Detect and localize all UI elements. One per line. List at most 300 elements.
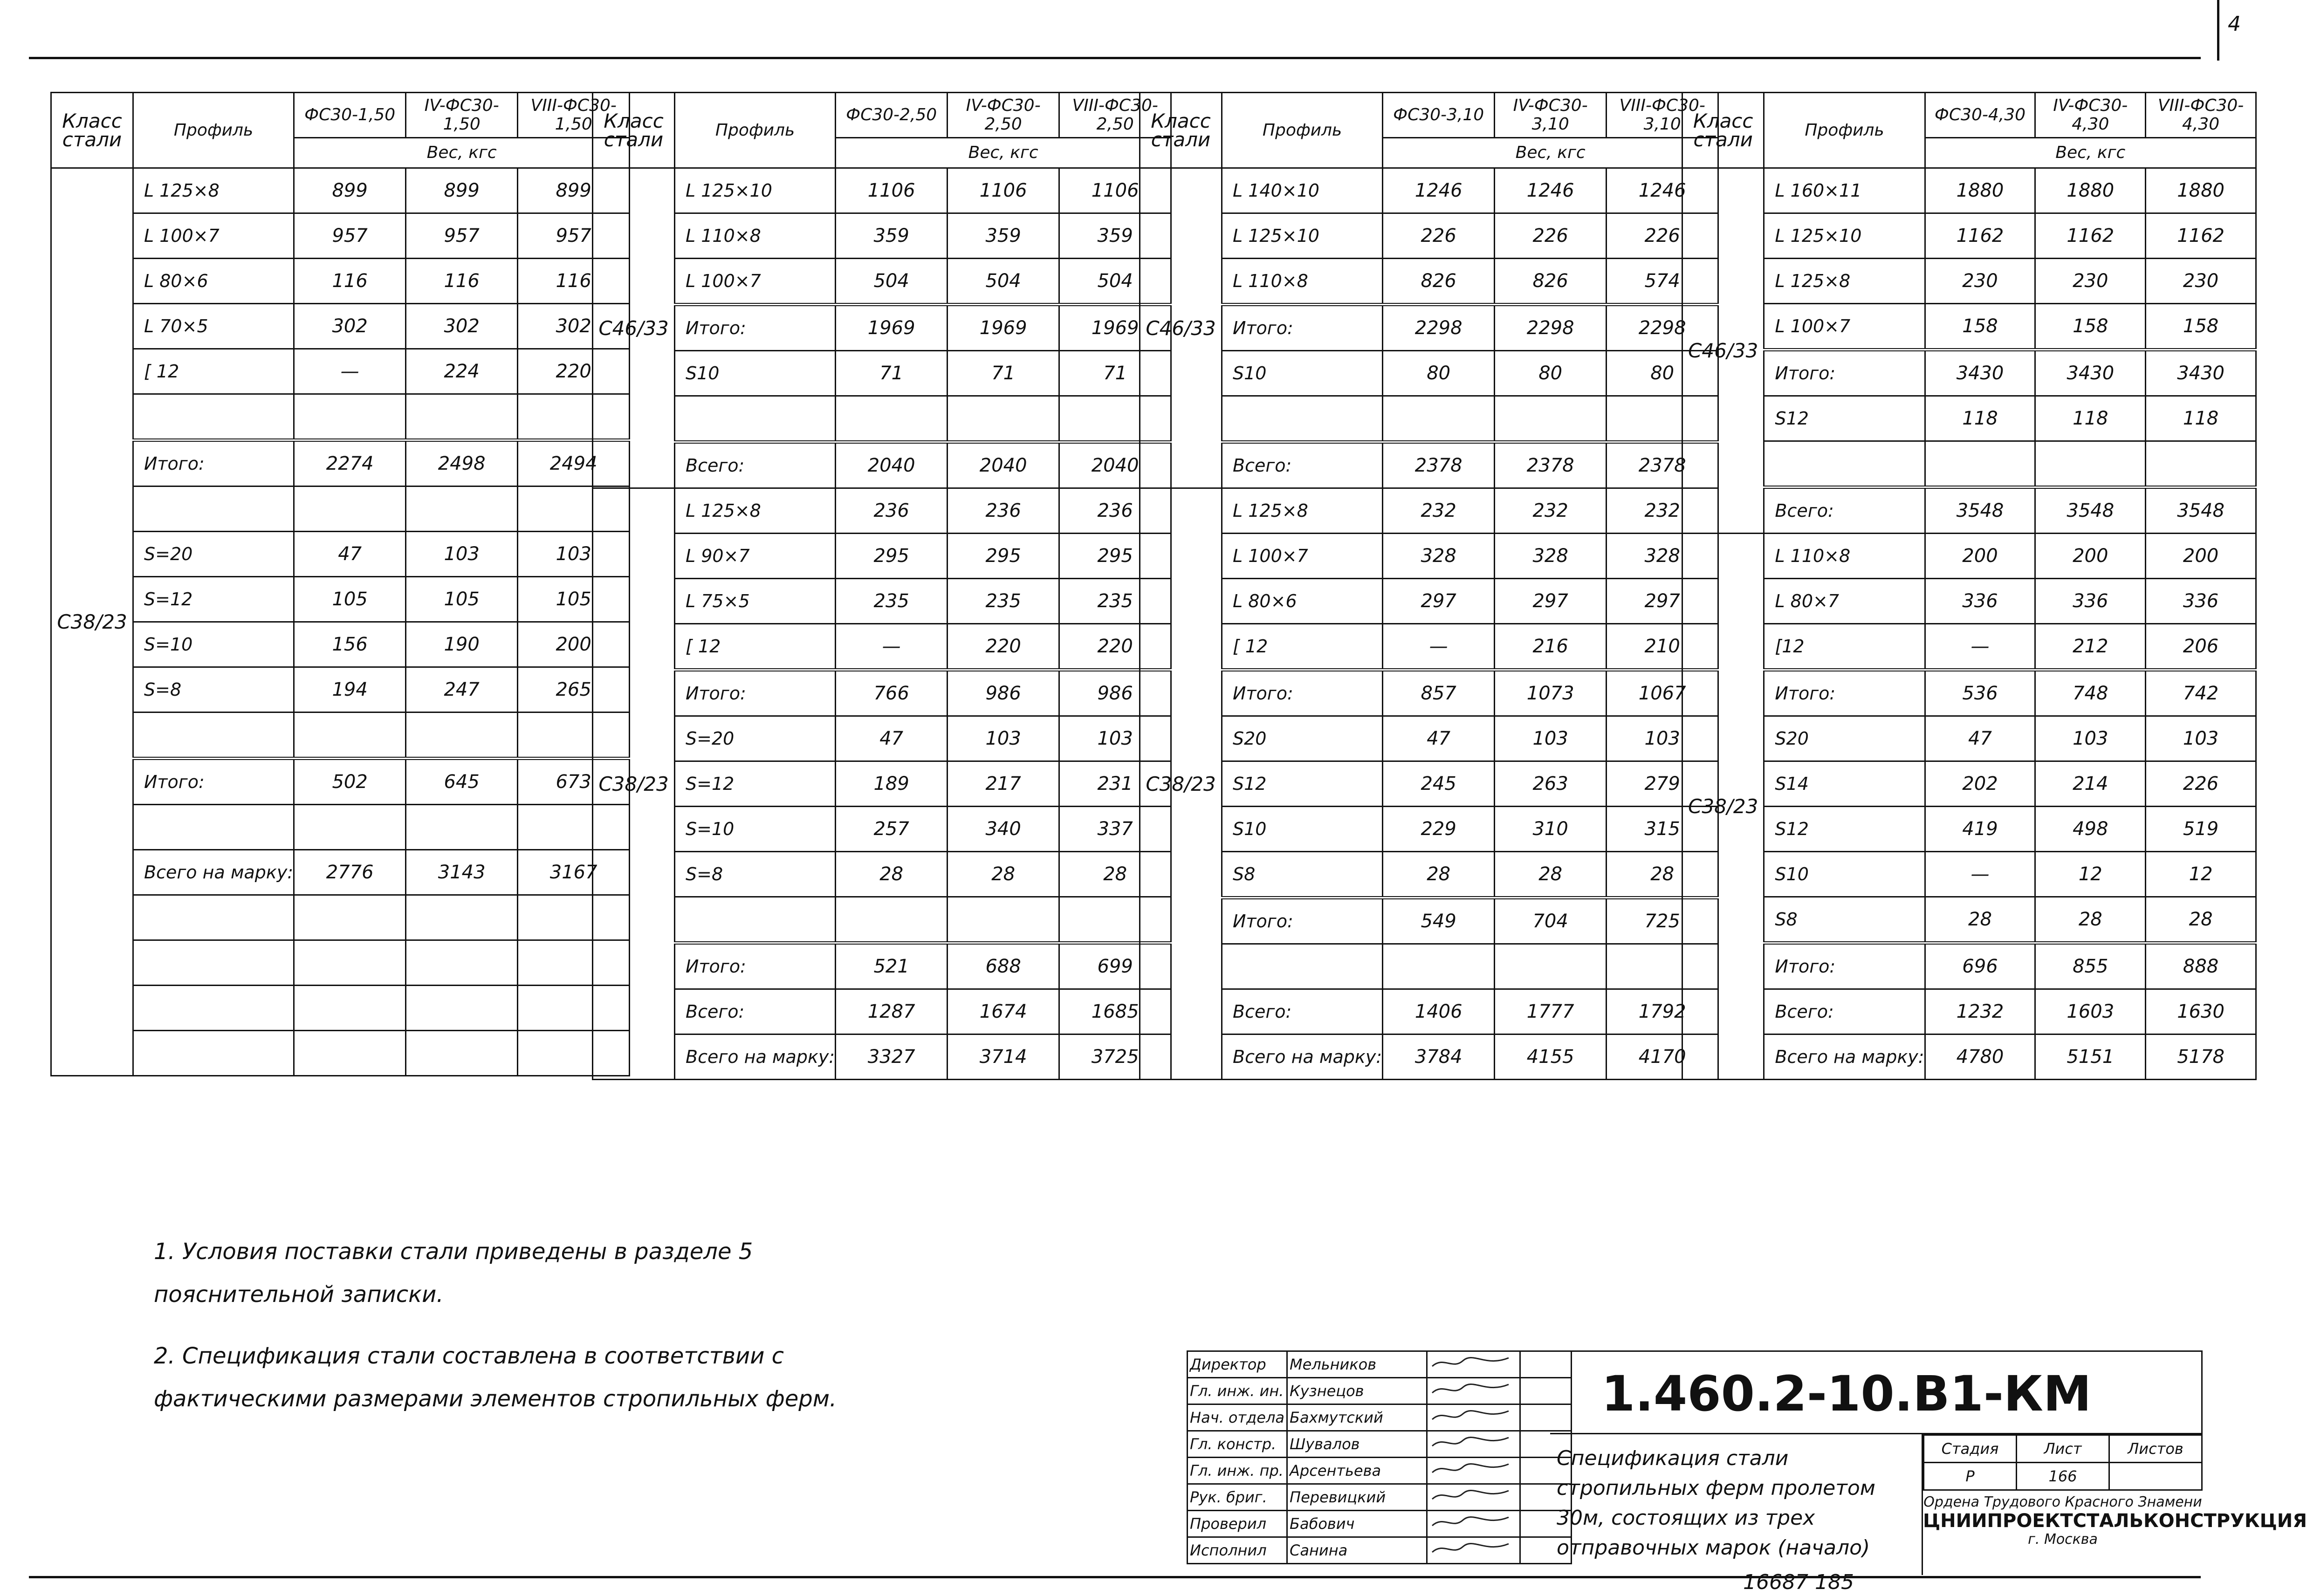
header-weight: Вес, кгс — [1925, 138, 2256, 168]
header-mark: VIII-ФС30-1,50 — [518, 93, 630, 138]
profile-cell: L 80×6 — [133, 259, 294, 304]
profile-cell: Итого: — [1222, 670, 1383, 716]
header-mark: IV-ФС30-1,50 — [406, 93, 518, 138]
sheet-value: 166 — [2017, 1463, 2109, 1490]
drawing-title: Спецификация стали стропильных ферм пролетом 30м, состоящих из трех отправочных марок (начало) — [1550, 1434, 1923, 1575]
weight-cell: 236 — [948, 488, 1059, 534]
stage-table — [1923, 1434, 2203, 1491]
weight-cell: 116 — [518, 259, 630, 304]
table-row — [51, 440, 630, 486]
weight-cell — [406, 1031, 518, 1076]
staff-name: Кузнецов — [1287, 1378, 1427, 1404]
weight-cell: 200 — [518, 622, 630, 667]
drawing-code: 1.460.2-10.В1-КМ — [1550, 1350, 2203, 1434]
weight-cell: 359 — [1059, 213, 1171, 259]
border-mark — [2217, 0, 2219, 61]
profile-cell: S14 — [1764, 761, 1925, 807]
signature — [1427, 1458, 1520, 1484]
table-row — [1682, 989, 2256, 1034]
header-mark: ФС30-4,30 — [1925, 93, 2035, 138]
table-row — [1682, 761, 2256, 807]
weight-cell: 3548 — [1925, 487, 2035, 534]
profile-cell: L 70×5 — [133, 304, 294, 349]
weight-cell — [836, 897, 948, 943]
table-row — [1682, 1034, 2256, 1080]
profile-cell: L 110×8 — [1222, 259, 1383, 305]
weight-cell: 688 — [948, 943, 1059, 989]
staff-name: Мельников — [1287, 1351, 1427, 1378]
weight-cell: 504 — [948, 259, 1059, 305]
weight-cell — [2035, 441, 2146, 487]
weight-cell: 328 — [1607, 534, 1718, 579]
table-row — [593, 761, 1171, 807]
table-row — [593, 442, 1171, 488]
weight-cell: 212 — [2035, 624, 2146, 670]
weight-cell: 226 — [1495, 213, 1607, 259]
weight-cell: 3548 — [2146, 487, 2256, 534]
weight-cell: 265 — [518, 667, 630, 712]
weight-cell: 957 — [294, 213, 406, 259]
profile-cell: L 100×7 — [133, 213, 294, 259]
table-row — [51, 940, 630, 986]
weight-cell: 2498 — [406, 440, 518, 486]
weight-cell: 220 — [948, 624, 1059, 670]
weight-cell: 28 — [948, 852, 1059, 897]
weight-cell: 1106 — [836, 168, 948, 213]
sheets-label: Листов — [2109, 1435, 2202, 1463]
header-profile: Профиль — [675, 93, 836, 168]
weight-cell: 4780 — [1925, 1034, 2035, 1080]
weight-cell: — — [1925, 624, 2035, 670]
weight-cell: 310 — [1495, 807, 1607, 852]
weight-cell: 235 — [1059, 579, 1171, 624]
staff-role: Нач. отдела — [1188, 1404, 1287, 1431]
weight-cell: 118 — [1925, 396, 2035, 441]
weight-cell: 235 — [836, 579, 948, 624]
staff-role: Исполнил — [1188, 1537, 1287, 1564]
profile-cell — [1764, 441, 1925, 487]
staff-name: Бахмутский — [1287, 1404, 1427, 1431]
table-row — [593, 213, 1171, 259]
signature — [1427, 1537, 1520, 1564]
weight-cell: 4155 — [1495, 1034, 1607, 1080]
weight-cell: 3430 — [2146, 350, 2256, 396]
weight-cell: 1067 — [1607, 670, 1718, 716]
header-mark: IV-ФС30-4,30 — [2035, 93, 2146, 138]
staff-table — [1187, 1350, 1572, 1564]
weight-cell: 888 — [2146, 943, 2256, 989]
weight-cell: 230 — [1925, 259, 2035, 304]
weight-cell: 748 — [2035, 670, 2146, 716]
weight-cell: 194 — [294, 667, 406, 712]
weight-cell: 103 — [948, 716, 1059, 761]
weight-cell: 5178 — [2146, 1034, 2256, 1080]
header-class: Класс стали — [1682, 93, 1764, 168]
weight-cell: 2040 — [836, 442, 948, 488]
note-2: 2. Спецификация стали составлена в соответствии с фактическими размерами элементов стропильных ферм. — [154, 1343, 837, 1412]
table-row — [1140, 396, 1718, 442]
table-row — [51, 304, 630, 349]
table-row — [1682, 852, 2256, 897]
stage-value: Р — [1924, 1463, 2017, 1490]
profile-cell: L 110×8 — [675, 213, 836, 259]
weight-cell: 1969 — [1059, 305, 1171, 351]
profile-cell: S10 — [1222, 807, 1383, 852]
weight-cell: 2776 — [294, 850, 406, 895]
weight-cell: 279 — [1607, 761, 1718, 807]
profile-cell: L 125×10 — [1222, 213, 1383, 259]
table-row — [51, 259, 630, 304]
weight-cell — [294, 394, 406, 440]
profile-cell: Итого: — [675, 670, 836, 716]
profile-cell: L 125×10 — [675, 168, 836, 213]
weight-cell: 359 — [948, 213, 1059, 259]
weight-cell: 899 — [518, 168, 630, 213]
weight-cell: 103 — [2146, 716, 2256, 761]
table-row — [1682, 534, 2256, 579]
weight-cell: 2298 — [1495, 305, 1607, 351]
weight-cell — [1495, 944, 1607, 989]
weight-cell: 766 — [836, 670, 948, 716]
header-class: Класс стали — [593, 93, 675, 168]
weight-cell: 105 — [294, 577, 406, 622]
weight-cell: 2378 — [1495, 442, 1607, 488]
weight-cell: 116 — [294, 259, 406, 304]
table-row — [1682, 350, 2256, 396]
table-row — [593, 624, 1171, 670]
weight-cell: 1685 — [1059, 989, 1171, 1034]
weight-cell: 229 — [1383, 807, 1495, 852]
weight-cell: 28 — [1383, 852, 1495, 898]
table-row — [51, 349, 630, 394]
steel-class: С46/33 — [1140, 168, 1222, 488]
weight-cell: 189 — [836, 761, 948, 807]
weight-cell: 220 — [518, 349, 630, 394]
staff-name: Арсентьева — [1287, 1458, 1427, 1484]
weight-cell: 235 — [948, 579, 1059, 624]
staff-role: Директор — [1188, 1351, 1287, 1378]
weight-cell — [294, 1031, 406, 1076]
profile-cell: S=8 — [675, 852, 836, 897]
weight-cell — [294, 486, 406, 532]
table-row — [593, 259, 1171, 305]
weight-cell: 295 — [948, 534, 1059, 579]
weight-cell — [406, 940, 518, 986]
profile-cell: S10 — [675, 351, 836, 396]
weight-cell: 2274 — [294, 440, 406, 486]
weight-cell — [294, 895, 406, 940]
table-row — [1140, 534, 1718, 579]
weight-cell: 645 — [406, 759, 518, 805]
table-row — [1682, 624, 2256, 670]
table-row — [593, 716, 1171, 761]
weight-cell: 210 — [1607, 624, 1718, 670]
weight-cell: 200 — [2146, 534, 2256, 579]
weight-cell: 328 — [1495, 534, 1607, 579]
signature — [1427, 1404, 1520, 1431]
weight-cell: 704 — [1495, 898, 1607, 944]
weight-cell — [406, 895, 518, 940]
weight-cell: 699 — [1059, 943, 1171, 989]
weight-cell: 1073 — [1495, 670, 1607, 716]
weight-cell: 226 — [1607, 213, 1718, 259]
weight-cell: 502 — [294, 759, 406, 805]
weight-cell: 116 — [406, 259, 518, 304]
weight-cell: 1777 — [1495, 989, 1607, 1034]
table-row — [1140, 670, 1718, 716]
weight-cell: 742 — [2146, 670, 2256, 716]
steel-class: С38/23 — [51, 168, 133, 1076]
weight-cell: 71 — [948, 351, 1059, 396]
profile-cell: Всего: — [675, 442, 836, 488]
table-row — [1140, 989, 1718, 1034]
org-line: Ордена Трудового Красного Знамени — [1923, 1494, 2202, 1510]
spec-table-1 — [50, 92, 630, 1076]
weight-cell — [294, 712, 406, 759]
weight-cell: 337 — [1059, 807, 1171, 852]
table-row — [1682, 579, 2256, 624]
weight-cell: 340 — [948, 807, 1059, 852]
staff-row — [1188, 1431, 1572, 1458]
weight-cell: 156 — [294, 622, 406, 667]
weight-cell: 158 — [1925, 304, 2035, 350]
weight-cell: 236 — [1059, 488, 1171, 534]
weight-cell: 315 — [1607, 807, 1718, 852]
profile-cell: Всего: — [1764, 487, 1925, 534]
weight-cell: 1232 — [1925, 989, 2035, 1034]
header-mark: ФС30-1,50 — [294, 93, 406, 138]
header-mark: VIII-ФС30-2,50 — [1059, 93, 1171, 138]
weight-cell: 28 — [836, 852, 948, 897]
profile-cell: Итого: — [1764, 670, 1925, 716]
signature — [1427, 1351, 1520, 1378]
weight-cell: 295 — [836, 534, 948, 579]
header-weight: Вес, кгс — [294, 138, 630, 168]
table-row — [593, 943, 1171, 989]
weight-cell: 295 — [1059, 534, 1171, 579]
weight-cell: 103 — [406, 532, 518, 577]
steel-class: С38/23 — [593, 488, 675, 1080]
profile-cell — [133, 940, 294, 986]
weight-cell: 231 — [1059, 761, 1171, 807]
org-name: ЦНИИПРОЕКТСТАЛЬКОНСТРУКЦИЯ — [1923, 1510, 2307, 1532]
weight-cell: 202 — [1925, 761, 2035, 807]
weight-cell: 574 — [1607, 259, 1718, 305]
spec-table-4 — [1682, 92, 2257, 1080]
table-row — [593, 579, 1171, 624]
profile-cell: S=20 — [133, 532, 294, 577]
staff-name: Бабович — [1287, 1511, 1427, 1537]
table-row — [1682, 396, 2256, 441]
weight-cell: 855 — [2035, 943, 2146, 989]
table-row — [1682, 259, 2256, 304]
profile-cell: L 100×7 — [1222, 534, 1383, 579]
profile-cell: L 75×5 — [675, 579, 836, 624]
table-row — [1682, 716, 2256, 761]
profile-cell: [ 12 — [133, 349, 294, 394]
weight-cell: 986 — [1059, 670, 1171, 716]
weight-cell: 158 — [2146, 304, 2256, 350]
weight-cell: 297 — [1495, 579, 1607, 624]
table-row — [51, 986, 630, 1031]
steel-class: С38/23 — [1682, 534, 1764, 1080]
weight-cell: 504 — [836, 259, 948, 305]
weight-cell — [294, 986, 406, 1031]
profile-cell: Всего на марку: — [133, 850, 294, 895]
table-row — [593, 1034, 1171, 1080]
staff-role: Проверил — [1188, 1511, 1287, 1537]
weight-cell: 3725 — [1059, 1034, 1171, 1080]
weight-cell: 47 — [1383, 716, 1495, 761]
profile-cell: L 125×10 — [1764, 213, 1925, 259]
profile-cell — [133, 895, 294, 940]
weight-cell: 536 — [1925, 670, 2035, 716]
weight-cell: 28 — [1925, 897, 2035, 943]
profile-cell: Всего: — [1222, 442, 1383, 488]
weight-cell — [1383, 944, 1495, 989]
weight-cell: 1792 — [1607, 989, 1718, 1034]
weight-cell: 103 — [1607, 716, 1718, 761]
weight-cell: 498 — [2035, 807, 2146, 852]
note-1: 1. Условия поставки стали приведены в разделе 5 пояснительной записки. — [154, 1239, 753, 1308]
sheets-value — [2109, 1463, 2202, 1490]
weight-cell: 1674 — [948, 989, 1059, 1034]
table-row — [51, 532, 630, 577]
header-mark: VIII-ФС30-3,10 — [1607, 93, 1718, 138]
weight-cell: 1246 — [1495, 168, 1607, 213]
weight-cell — [948, 396, 1059, 442]
weight-cell: 224 — [406, 349, 518, 394]
header-mark: IV-ФС30-3,10 — [1495, 93, 1607, 138]
weight-cell: 103 — [1495, 716, 1607, 761]
staff-row — [1188, 1404, 1572, 1431]
weight-cell: 232 — [1495, 488, 1607, 534]
table-row — [1682, 670, 2256, 716]
weight-cell: 1246 — [1607, 168, 1718, 213]
weight-cell — [406, 486, 518, 532]
staff-role: Гл. инж. ин. — [1188, 1378, 1287, 1404]
weight-cell: 200 — [1925, 534, 2035, 579]
weight-cell: — — [836, 624, 948, 670]
weight-cell: 3548 — [2035, 487, 2146, 534]
header-profile: Профиль — [133, 93, 294, 168]
weight-cell: 214 — [2035, 761, 2146, 807]
profile-cell — [675, 396, 836, 442]
table-row — [1140, 351, 1718, 396]
profile-cell: L 80×6 — [1222, 579, 1383, 624]
weight-cell: 1106 — [1059, 168, 1171, 213]
profile-cell: Всего на марку: — [1222, 1034, 1383, 1080]
weight-cell: 1603 — [2035, 989, 2146, 1034]
weight-cell: 3430 — [1925, 350, 2035, 396]
profile-cell: Итого: — [675, 305, 836, 351]
weight-cell: 220 — [1059, 624, 1171, 670]
weight-cell: 247 — [406, 667, 518, 712]
weight-cell — [406, 712, 518, 759]
weight-cell: 226 — [1383, 213, 1495, 259]
weight-cell: 3784 — [1383, 1034, 1495, 1080]
weight-cell: 103 — [518, 532, 630, 577]
table-row — [593, 351, 1171, 396]
table-row — [593, 852, 1171, 897]
profile-cell: S=10 — [133, 622, 294, 667]
header-mark: VIII-ФС30-4,30 — [2146, 93, 2256, 138]
weight-cell: 226 — [2146, 761, 2256, 807]
profile-cell: Всего на марку: — [1764, 1034, 1925, 1080]
profile-cell — [133, 394, 294, 440]
table-row — [1682, 168, 2256, 213]
weight-cell: 1969 — [836, 305, 948, 351]
weight-cell: 28 — [1607, 852, 1718, 898]
weight-cell: 230 — [2035, 259, 2146, 304]
table-row — [1682, 943, 2256, 989]
profile-cell: S10 — [1764, 852, 1925, 897]
staff-row — [1188, 1378, 1572, 1404]
weight-cell: 3167 — [518, 850, 630, 895]
staff-name: Санина — [1287, 1537, 1427, 1564]
weight-cell: 28 — [2035, 897, 2146, 943]
weight-cell: 419 — [1925, 807, 2035, 852]
weight-cell — [294, 805, 406, 850]
weight-cell: 2494 — [518, 440, 630, 486]
header-weight: Вес, кгс — [1383, 138, 1718, 168]
weight-cell: 297 — [1383, 579, 1495, 624]
profile-cell: L 125×8 — [675, 488, 836, 534]
weight-cell: 336 — [1925, 579, 2035, 624]
table-row — [1140, 168, 1718, 213]
weight-cell: 673 — [518, 759, 630, 805]
steel-class: С46/33 — [1682, 168, 1764, 534]
table-row — [1140, 305, 1718, 351]
weight-cell: 826 — [1383, 259, 1495, 305]
table-row — [1140, 944, 1718, 989]
weight-cell: 28 — [1495, 852, 1607, 898]
weight-cell: 3714 — [948, 1034, 1059, 1080]
weight-cell: 1880 — [1925, 168, 2035, 213]
profile-cell: [12 — [1764, 624, 1925, 670]
weight-cell — [2146, 441, 2256, 487]
weight-cell: 696 — [1925, 943, 2035, 989]
weight-cell: 206 — [2146, 624, 2256, 670]
weight-cell: 521 — [836, 943, 948, 989]
weight-cell: 1106 — [948, 168, 1059, 213]
weight-cell: 2040 — [948, 442, 1059, 488]
profile-cell: Итого: — [133, 759, 294, 805]
profile-cell: S=12 — [133, 577, 294, 622]
weight-cell: 12 — [2146, 852, 2256, 897]
weight-cell — [406, 394, 518, 440]
weight-cell — [294, 940, 406, 986]
weight-cell: 47 — [294, 532, 406, 577]
signature — [1427, 1511, 1520, 1537]
profile-cell: Итого: — [1764, 943, 1925, 989]
table-row — [1140, 852, 1718, 898]
weight-cell — [1495, 396, 1607, 442]
weight-cell: 158 — [2035, 304, 2146, 350]
profile-cell: S8 — [1222, 852, 1383, 898]
table-row — [51, 1031, 630, 1076]
weight-cell: 328 — [1383, 534, 1495, 579]
weight-cell: 302 — [406, 304, 518, 349]
table-row — [1682, 807, 2256, 852]
weight-cell: 3143 — [406, 850, 518, 895]
weight-cell: 3430 — [2035, 350, 2146, 396]
weight-cell: 103 — [2035, 716, 2146, 761]
table-row — [51, 577, 630, 622]
profile-cell: L 100×7 — [1764, 304, 1925, 350]
table-row — [1140, 213, 1718, 259]
header-profile: Профиль — [1222, 93, 1383, 168]
